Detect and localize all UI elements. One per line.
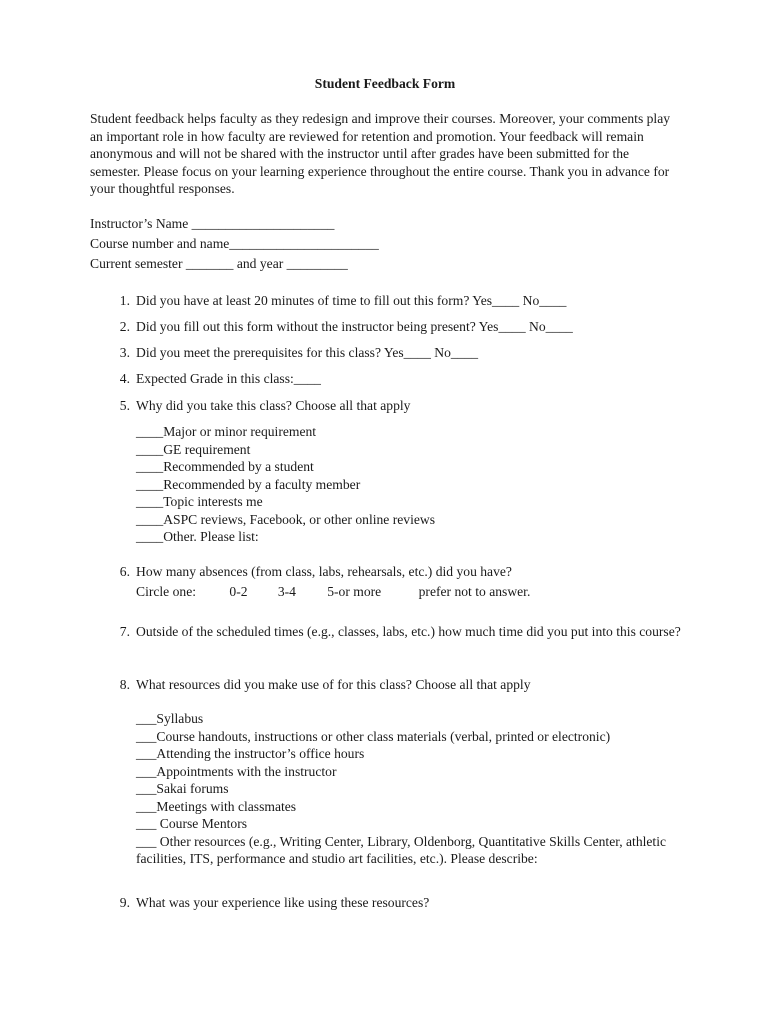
question-number: 4. <box>119 371 130 386</box>
checkbox-option[interactable]: ____Other. Please list: <box>136 529 259 544</box>
checkbox-option[interactable]: ___Syllabus <box>136 711 204 726</box>
checkbox-option[interactable]: ___ Course Mentors <box>136 816 248 831</box>
checkbox-option[interactable]: ___Course handouts, instructions or other class materials (verbal, printed or electronic) <box>136 728 611 744</box>
question-text: Why did you take this class? Choose all that apply <box>136 398 411 413</box>
question-text: What resources did you make use of for this class? Choose all that apply <box>136 677 531 692</box>
question-text[interactable]: What was your experience like using these resources? <box>136 895 430 910</box>
question-number: 6. <box>119 564 130 579</box>
checkbox-option[interactable]: ____Topic interests me <box>136 494 263 509</box>
question-8 <box>119 676 696 694</box>
info-fields <box>90 214 379 274</box>
question-1 <box>119 292 696 310</box>
checkbox-option[interactable]: ___Meetings with classmates <box>136 798 297 814</box>
checkbox-option[interactable]: ___Attending the instructor’s office hours <box>136 746 365 761</box>
checkbox-option[interactable]: ___Sakai forums <box>136 781 229 796</box>
checkbox-option[interactable]: ____ASPC reviews, Facebook, or other online reviews <box>136 511 436 527</box>
question-text[interactable]: Expected Grade in this class:____ <box>136 371 321 386</box>
checkbox-option[interactable]: ____Major or minor requirement <box>136 424 317 439</box>
checkbox-option[interactable]: ____GE requirement <box>136 441 251 457</box>
question-number: 1. <box>119 293 130 308</box>
question-4 <box>119 370 696 388</box>
question-text[interactable]: Outside of the scheduled times (e.g., classes, labs, etc.) how much time did you put into this course? <box>136 624 681 639</box>
question-3 <box>119 344 696 362</box>
question-text[interactable]: Did you meet the prerequisites for this class? Yes____ No____ <box>136 345 479 360</box>
question-number: 5. <box>119 398 130 413</box>
question-text[interactable]: Did you fill out this form without the instructor being present? Yes____ No____ <box>136 319 573 334</box>
choice-option[interactable]: prefer not to answer. <box>418 584 531 599</box>
checkbox-option[interactable]: ___Appointments with the instructor <box>136 763 337 779</box>
page-title: Student Feedback Form <box>314 76 456 91</box>
question-text: How many absences (from class, labs, rehearsals, etc.) did you have? <box>136 564 512 579</box>
question-number: 7. <box>119 624 130 639</box>
question-number: 3. <box>119 345 130 360</box>
question-number: 2. <box>119 319 130 334</box>
absence-choices <box>136 583 696 601</box>
question-7 <box>119 623 696 641</box>
question-number: 8. <box>119 677 130 692</box>
question-number: 9. <box>119 895 130 910</box>
question-2 <box>119 318 696 336</box>
question-5 <box>119 397 696 415</box>
circle-label: Circle one: <box>136 584 197 599</box>
question-5-options <box>136 423 696 546</box>
checkbox-option[interactable]: ___ Other resources (e.g., Writing Center, Library, Oldenborg, Quantitative Skills Center, athletic facilities, ITS, performance and studio art facilities, etc.). Please describe: <box>136 833 667 866</box>
checkbox-option[interactable]: ____Recommended by a faculty member <box>136 476 361 492</box>
semester-field[interactable]: Current semester _______ and year _________ <box>90 256 348 271</box>
question-text[interactable]: Did you have at least 20 minutes of time to fill out this form? Yes____ No____ <box>136 293 567 308</box>
question-9 <box>119 894 696 912</box>
choice-option[interactable]: 3-4 <box>277 584 296 599</box>
intro-paragraph: Student feedback helps faculty as they redesign and improve their courses. Moreover, your comments play an important role in how faculty are reviewed for retention and promotion. Your feedback will remain anonymous and will not be shared with the instructor until after grades have been submitted for the semester. Please focus on your learning experience throughout the entire course. Thank you in advance for your thoughtful responses. <box>90 111 671 196</box>
choice-option[interactable]: 0-2 <box>229 584 248 599</box>
course-field[interactable]: Course number and name______________________ <box>90 236 379 251</box>
question-6 <box>119 563 696 581</box>
question-8-options <box>136 710 696 868</box>
choice-option[interactable]: 5-or more <box>327 584 382 599</box>
checkbox-option[interactable]: ____Recommended by a student <box>136 459 314 474</box>
instructor-name-field[interactable]: Instructor’s Name _____________________ <box>90 216 335 231</box>
